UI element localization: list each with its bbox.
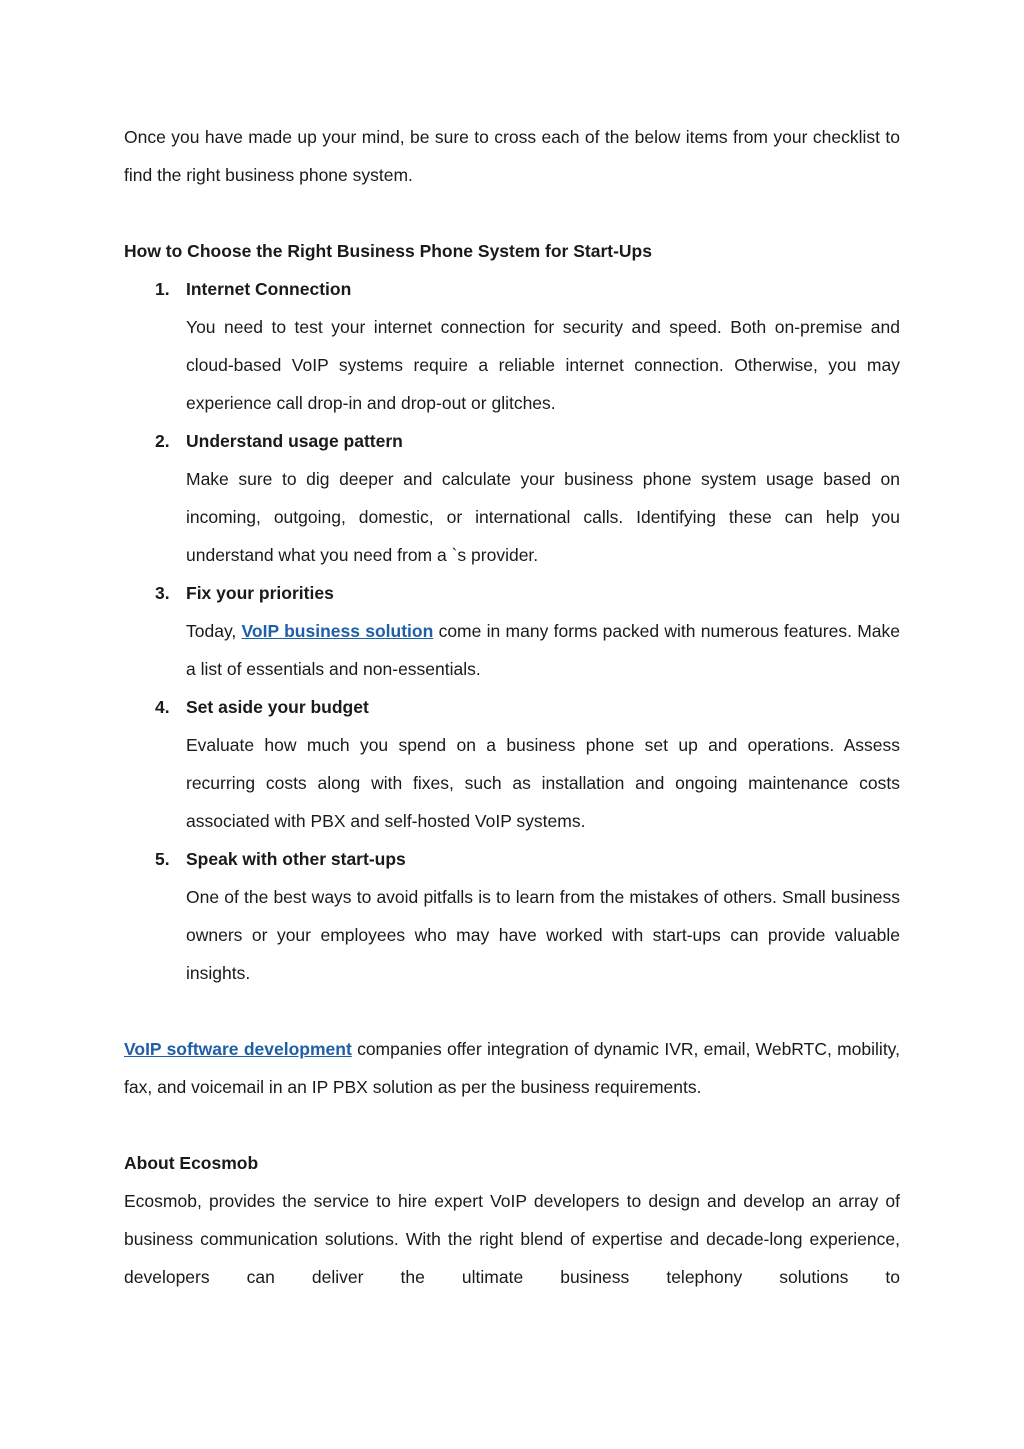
step-title: Speak with other start-ups <box>186 849 406 869</box>
step-body <box>186 612 900 688</box>
spacer <box>124 194 900 232</box>
about-paragraph: Ecosmob, provides the service to hire expert VoIP developers to design and develop an array of business communication solutions. With the right blend of expertise and decade-long experience, developers can deliver the ultimate business telephony solutions to <box>124 1191 900 1287</box>
step-body-text: come in many forms packed with numerous features. Make a list of essentials and non-essentials. <box>186 621 900 679</box>
intro-paragraph: Once you have made up your mind, be sure to cross each of the below items from your checklist to find the right business phone system. <box>124 127 900 185</box>
step-title: Internet Connection <box>186 279 352 299</box>
list-item <box>124 688 900 840</box>
step-body: Make sure to dig deeper and calculate your business phone system usage based on incoming, outgoing, domestic, or international calls. Identifying these can help you understand what you need from a `s provider. <box>186 469 900 565</box>
step-number: 2. <box>155 431 170 451</box>
voip-business-solution-link[interactable]: VoIP business solution <box>241 621 434 641</box>
step-body: Evaluate how much you spend on a business phone set up and operations. Assess recurring costs along with fixes, such as installation and ongoing maintenance costs associated with PBX and self-hosted VoIP systems. <box>186 735 900 831</box>
voip-software-development-link[interactable]: VoIP software development <box>124 1039 352 1059</box>
software-paragraph-text: companies offer integration of dynamic IVR, email, WebRTC, mobility, fax, and voicemail in an IP PBX solution as per the business requirements. <box>124 1039 900 1097</box>
list-item <box>124 270 900 422</box>
step-body: One of the best ways to avoid pitfalls is to learn from the mistakes of others. Small business owners or your employees who may have worked with start-ups can provide valuable insights. <box>186 887 900 983</box>
spacer <box>124 992 900 1030</box>
step-body: You need to test your internet connection for security and speed. Both on-premise and cloud-based VoIP systems require a reliable internet connection. Otherwise, you may experience call drop-in and drop-out or glitches. <box>186 317 900 413</box>
list-item <box>124 840 900 992</box>
step-title: Set aside your budget <box>186 697 369 717</box>
step-number: 3. <box>155 583 170 603</box>
step-number: 1. <box>155 279 170 299</box>
step-number: 5. <box>155 849 170 869</box>
list-item <box>124 422 900 574</box>
step-number: 4. <box>155 697 170 717</box>
section-heading: How to Choose the Right Business Phone System for Start-Ups <box>124 241 652 261</box>
step-title: Fix your priorities <box>186 583 334 603</box>
spacer <box>124 1106 900 1144</box>
document-page <box>124 118 900 1296</box>
step-body-text: Today, <box>186 621 242 641</box>
step-title: Understand usage pattern <box>186 431 403 451</box>
software-paragraph <box>124 1030 900 1106</box>
about-heading: About Ecosmob <box>124 1153 259 1173</box>
list-item <box>124 574 900 688</box>
steps-list <box>124 270 900 992</box>
